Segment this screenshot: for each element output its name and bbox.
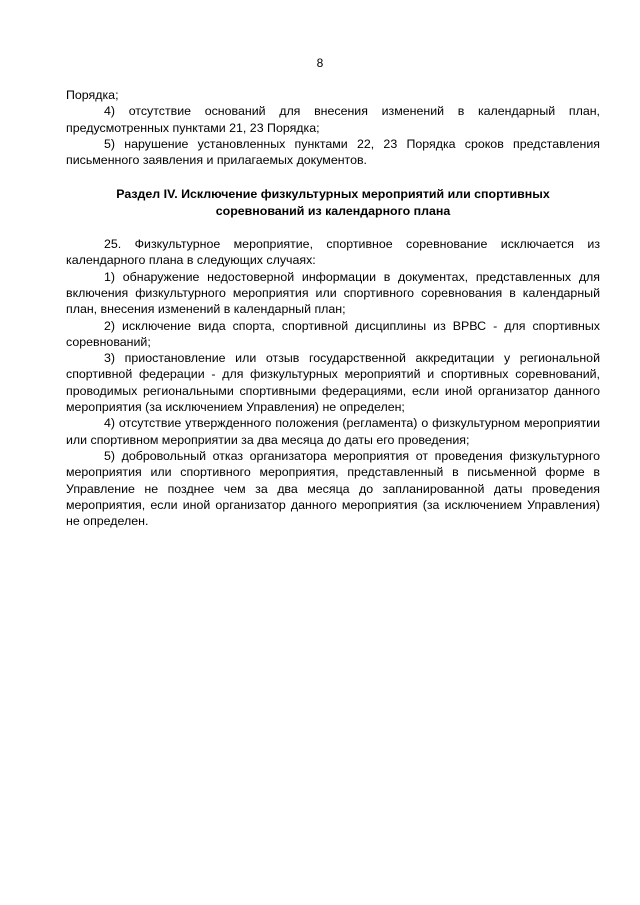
paragraph: 5) добровольный отказ организатора мероприятия от проведения физкультурного мероприятия или спортивного мероприятия, представленный в письменной форме в Управление не позднее чем за два месяца до запланированной даты проведения мероприятия, если иной организатор данного мероприятия (за исключением Управления) не определен. [66, 448, 600, 529]
document-body [66, 87, 600, 529]
paragraph: 5) нарушение установленных пунктами 22, 23 Порядка сроков представления письменного заявления и прилагаемых документов. [66, 136, 600, 168]
paragraph: 25. Физкультурное мероприятие, спортивное соревнование исключается из календарного плана в следующих случаях: [66, 237, 600, 268]
page-number: 8 [316, 56, 324, 70]
paragraphs-before-heading [66, 87, 600, 168]
paragraphs-after-heading [66, 236, 600, 529]
paragraph: 4) отсутствие оснований для внесения изменений в календарный план, предусмотренных пунктами 21, 23 Порядка; [66, 104, 600, 135]
section-heading: Раздел IV. Исключение физкультурных мероприятий или спортивных соревнований из календарного плана [116, 187, 550, 218]
paragraph: 4) отсутствие утвержденного положения (регламента) о физкультурном мероприятии или спортивном мероприятии за два месяца до даты его проведения; [66, 416, 600, 447]
paragraph: 3) приостановление или отзыв государственной аккредитации у региональной спортивной федерации - для физкультурных мероприятий и спортивных соревнований, проводимых региональными спортивными федерациями, если иной организатор данного мероприятия (за исключением Управления) не определен; [66, 351, 600, 415]
paragraph: 2) исключение вида спорта, спортивной дисциплины из ВРВС - для спортивных соревнований; [66, 318, 600, 349]
paragraph: 1) обнаружение недостоверной информации в документах, представленных для включения физкультурного мероприятия или спортивного соревнования в календарный план, внесения изменений в календарный план; [66, 269, 600, 317]
paragraph: Порядка; [66, 88, 119, 102]
